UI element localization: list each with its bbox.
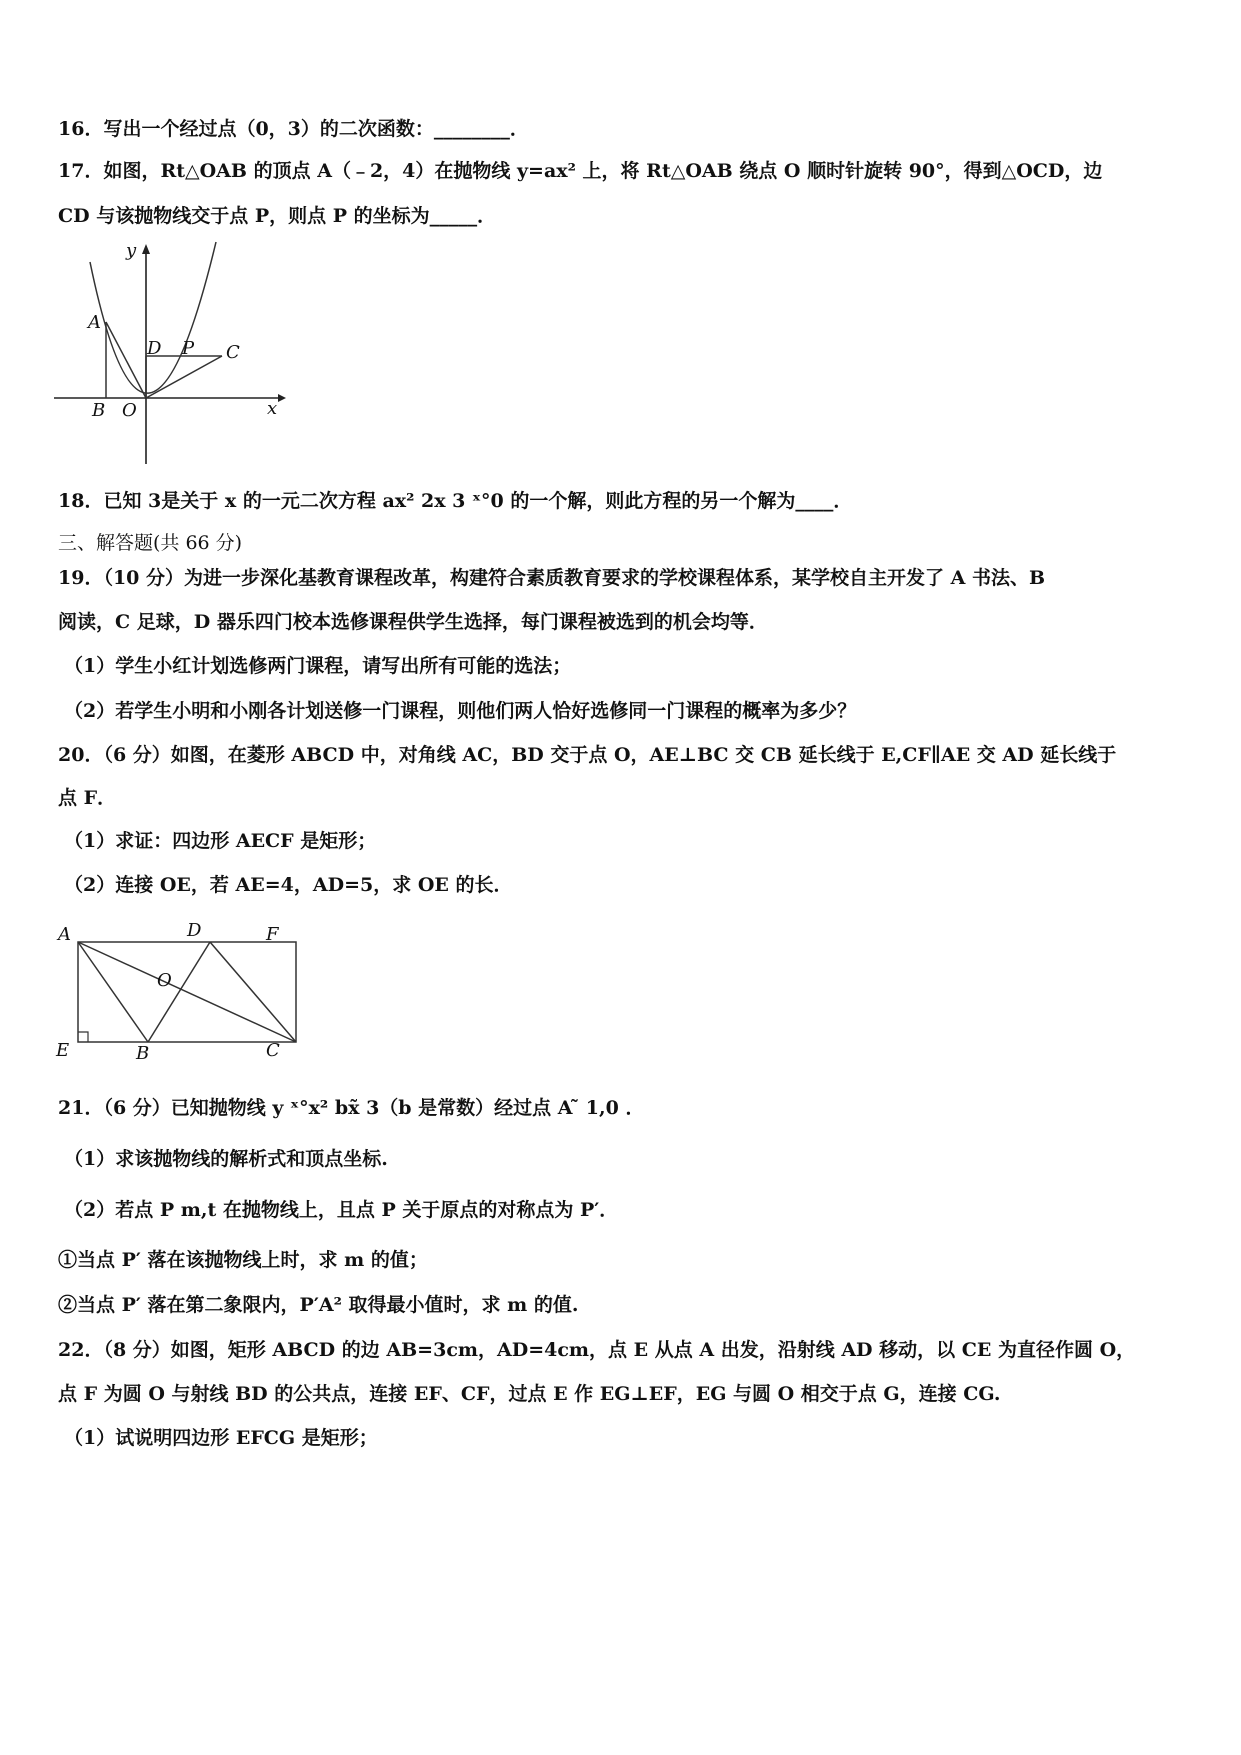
point-b-label: B	[92, 400, 106, 421]
question-20-line1: 20．（6 分）如图，在菱形 ABCD 中，对角线 AC，BD 交于点 O，AE⊥BC 交 CB 延长线于 E,CF∥AE 交 AD 延长线于	[58, 744, 1117, 766]
point-a-label: A	[88, 312, 101, 333]
question-22-line1: 22．（8 分）如图，矩形 ABCD 的边 AB=3cm，AD=4cm，点 E 从点 A 出发，沿射线 AD 移动，以 CE 为直径作圆 O，	[58, 1339, 1136, 1361]
rect-point-b-label: B	[136, 1043, 150, 1064]
rect-point-f-label: F	[266, 924, 279, 945]
question-20-line2: 点 F．	[58, 787, 117, 809]
rect-point-d-label: D	[187, 920, 202, 941]
question-21-case1: ①当点 P′ 落在该抛物线上时，求 m 的值；	[58, 1249, 428, 1271]
question-22-part1: （1）试说明四边形 EFCG 是矩形；	[64, 1427, 378, 1449]
question-16: 16．写出一个经过点（0，3）的二次函数：________．	[58, 118, 529, 140]
question-19-line1: 19．（10 分）为进一步深化基教育课程改革，构建符合素质教育要求的学校课程体系，某学校自主开发了 A 书法、B	[58, 567, 1046, 589]
question-19-part1: （1）学生小红计划选修两门课程，请写出所有可能的选法；	[64, 655, 572, 677]
point-d-label: D	[147, 338, 162, 359]
rect-point-o-label: O	[157, 970, 172, 991]
question-21-part2: （2）若点 P m,t 在抛物线上，且点 P 关于原点的对称点为 P′．	[64, 1199, 619, 1221]
x-axis-label: x	[267, 398, 278, 419]
question-17-line2: CD 与该抛物线交于点 P，则点 P 的坐标为_____．	[58, 205, 497, 227]
rect-point-a-label: A	[58, 924, 71, 945]
point-o-label: O	[122, 400, 137, 421]
question-21-case2: ②当点 P′ 落在第二象限内，P′A² 取得最小值时，求 m 的值.	[58, 1294, 579, 1316]
question-21-line1: 21．（6 分）已知抛物线 y ˣ°x² bx̃ 3（b 是常数）经过点 A ̃ 1,0 ．	[58, 1097, 645, 1119]
point-c-label: C	[226, 342, 240, 363]
question-21-part1: （1）求该抛物线的解析式和顶点坐标.	[64, 1148, 388, 1170]
point-p-label: P	[182, 338, 195, 359]
question-19-part2: （2）若学生小明和小刚各计划送修一门课程，则他们两人恰好选修同一门课程的概率为多少？	[64, 700, 857, 722]
question-17-line1: 17．如图，Rt△OAB 的顶点 A（﹣2，4）在抛物线 y=ax² 上，将 Rt△OAB 绕点 O 顺时针旋转 90°，得到△OCD，边	[58, 160, 1103, 182]
question-19-line2: 阅读，C 足球，D 器乐四门校本选修课程供学生选择，每门课程被选到的机会均等．	[58, 611, 768, 633]
question-20-part1: （1）求证：四边形 AECF 是矩形；	[64, 830, 377, 852]
question-18: 18．已知 3是关于 x 的一元二次方程 ax² 2x 3 ˣ°0 的一个解，则此方程的另一个解为____．	[58, 490, 853, 512]
rhombus-rectangle-figure	[50, 920, 300, 1068]
parabola-figure	[50, 238, 290, 466]
rect-point-c-label: C	[266, 1040, 280, 1061]
question-20-part2: （2）连接 OE，若 AE=4，AD=5，求 OE 的长．	[64, 874, 513, 896]
y-axis-label: y	[126, 240, 137, 261]
section-heading: 三、解答题(共 66 分)	[58, 532, 243, 554]
question-22-line2: 点 F 为圆 O 与射线 BD 的公共点，连接 EF、CF，过点 E 作 EG⊥EF，EG 与圆 O 相交于点 G，连接 CG.	[58, 1383, 1001, 1405]
rect-point-e-label: E	[56, 1040, 70, 1061]
